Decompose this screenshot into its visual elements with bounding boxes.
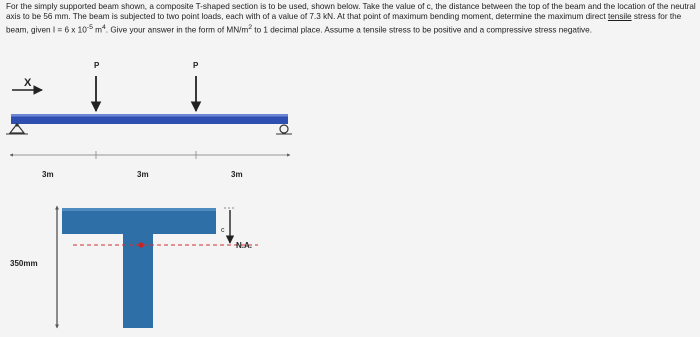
c-label: c <box>221 227 225 234</box>
roller-support <box>280 125 288 133</box>
span-label-1: 3m <box>42 170 54 179</box>
span-label-2: 3m <box>137 170 149 179</box>
height-label: 350mm <box>10 259 38 268</box>
t-section-flange <box>62 208 216 234</box>
centroid-dot <box>138 242 143 247</box>
load-label-2: P <box>193 61 199 70</box>
question-part-3: m <box>92 25 102 35</box>
t-section-web <box>123 234 153 328</box>
load-label-1: P <box>94 61 100 70</box>
t-section-flange-top-edge <box>62 208 216 211</box>
pin-support-hinge <box>15 123 18 126</box>
question-exponent-1: -5 <box>86 23 93 31</box>
x-axis-label: X <box>24 77 32 89</box>
span-label-3: 3m <box>231 170 243 179</box>
question-underlined-word: tensile <box>607 12 632 22</box>
question-part-2: stress for the beam, given I = 6 x 10 <box>6 12 682 35</box>
beam-highlight <box>11 114 288 117</box>
neutral-axis-label: N.A. <box>236 241 252 250</box>
question-exponent-3: 2 <box>248 23 253 31</box>
question-part-5: to 1 decimal place. Assume a tensile stress to be positive and a compressive stress negative. <box>252 25 592 35</box>
question-part-4: . Give your answer in the form of MN/m <box>105 25 249 35</box>
question-exponent-2: 4 <box>101 23 106 31</box>
question-part-1: For the simply supported beam shown, a composite T-shaped section is to be used, shown below. Take the value of c, the distance between the top of the beam and the location of the neutral axis to be 56 mm. The beam is subjected to two point loads, each with of a value of 7.3 kN. At that point of maximum bending moment, determine the maximum direct <box>6 2 696 22</box>
